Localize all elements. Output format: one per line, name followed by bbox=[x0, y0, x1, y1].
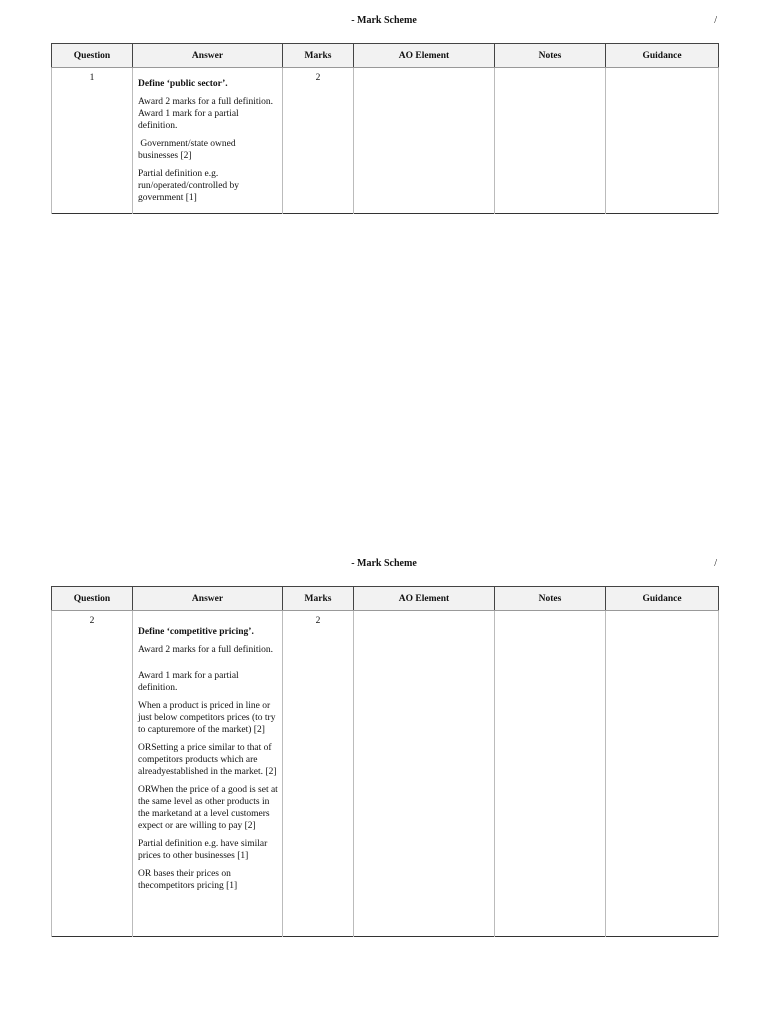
col-header-answer: Answer bbox=[133, 44, 283, 68]
guidance-cell bbox=[606, 68, 719, 214]
answer-heading: Define ‘public sector’. bbox=[138, 79, 228, 89]
marks-value: 2 bbox=[283, 68, 354, 214]
table-row bbox=[52, 611, 719, 937]
answer-cell bbox=[133, 68, 283, 214]
answer-text: Partial definition e.g. have similar prices to other businesses [1] bbox=[138, 839, 268, 861]
header-page-marker: / bbox=[714, 558, 717, 569]
col-header-question: Question bbox=[52, 44, 133, 68]
col-header-answer: Answer bbox=[133, 587, 283, 611]
ao-element-cell bbox=[354, 611, 495, 937]
answer-cell bbox=[133, 611, 283, 937]
page-header bbox=[51, 558, 717, 572]
col-header-ao-element: AO Element bbox=[354, 587, 495, 611]
notes-cell bbox=[495, 611, 606, 937]
table-row bbox=[52, 68, 719, 214]
col-header-marks: Marks bbox=[283, 587, 354, 611]
answer-text: Government/state owned businesses [2] bbox=[138, 139, 236, 161]
answer-text: When a product is priced in line or just below competitors prices (to try to capturemore of the market) [2] bbox=[138, 701, 276, 735]
col-header-ao-element: AO Element bbox=[354, 44, 495, 68]
table-header-row bbox=[52, 44, 719, 68]
answer-text: OR bases their prices on thecompetitors pricing [1] bbox=[138, 869, 238, 891]
guidance-cell bbox=[606, 611, 719, 937]
page-header bbox=[51, 15, 717, 29]
question-number: 1 bbox=[52, 68, 133, 214]
answer-text: Award 1 mark for a partial definition. bbox=[138, 671, 239, 693]
mark-scheme-table bbox=[51, 586, 719, 937]
answer-text: ORSetting a price similar to that of competitors products which are alreadyestablished in the market. [2] bbox=[138, 743, 277, 777]
answer-text: Partial definition e.g. run/operated/controlled by government [1] bbox=[138, 169, 240, 203]
header-title: - Mark Scheme bbox=[351, 15, 417, 26]
answer-heading: Define ‘competitive pricing’. bbox=[138, 627, 254, 637]
table-header-row bbox=[52, 587, 719, 611]
marks-value: 2 bbox=[283, 611, 354, 937]
ao-element-cell bbox=[354, 68, 495, 214]
notes-cell bbox=[495, 68, 606, 214]
header-title: - Mark Scheme bbox=[351, 558, 417, 569]
answer-text: Award 2 marks for a full definition. Award 1 mark for a partial definition. bbox=[138, 97, 273, 131]
mark-scheme-table bbox=[51, 43, 719, 214]
col-header-notes: Notes bbox=[495, 44, 606, 68]
answer-text: Award 2 marks for a full definition. bbox=[138, 645, 273, 655]
question-number: 2 bbox=[52, 611, 133, 937]
col-header-question: Question bbox=[52, 587, 133, 611]
col-header-notes: Notes bbox=[495, 587, 606, 611]
col-header-guidance: Guidance bbox=[606, 44, 719, 68]
answer-text: ORWhen the price of a good is set at the same level as other products in the marketand at a level customers expect or are willing to pay [2] bbox=[138, 785, 278, 831]
col-header-guidance: Guidance bbox=[606, 587, 719, 611]
col-header-marks: Marks bbox=[283, 44, 354, 68]
header-page-marker: / bbox=[714, 15, 717, 26]
